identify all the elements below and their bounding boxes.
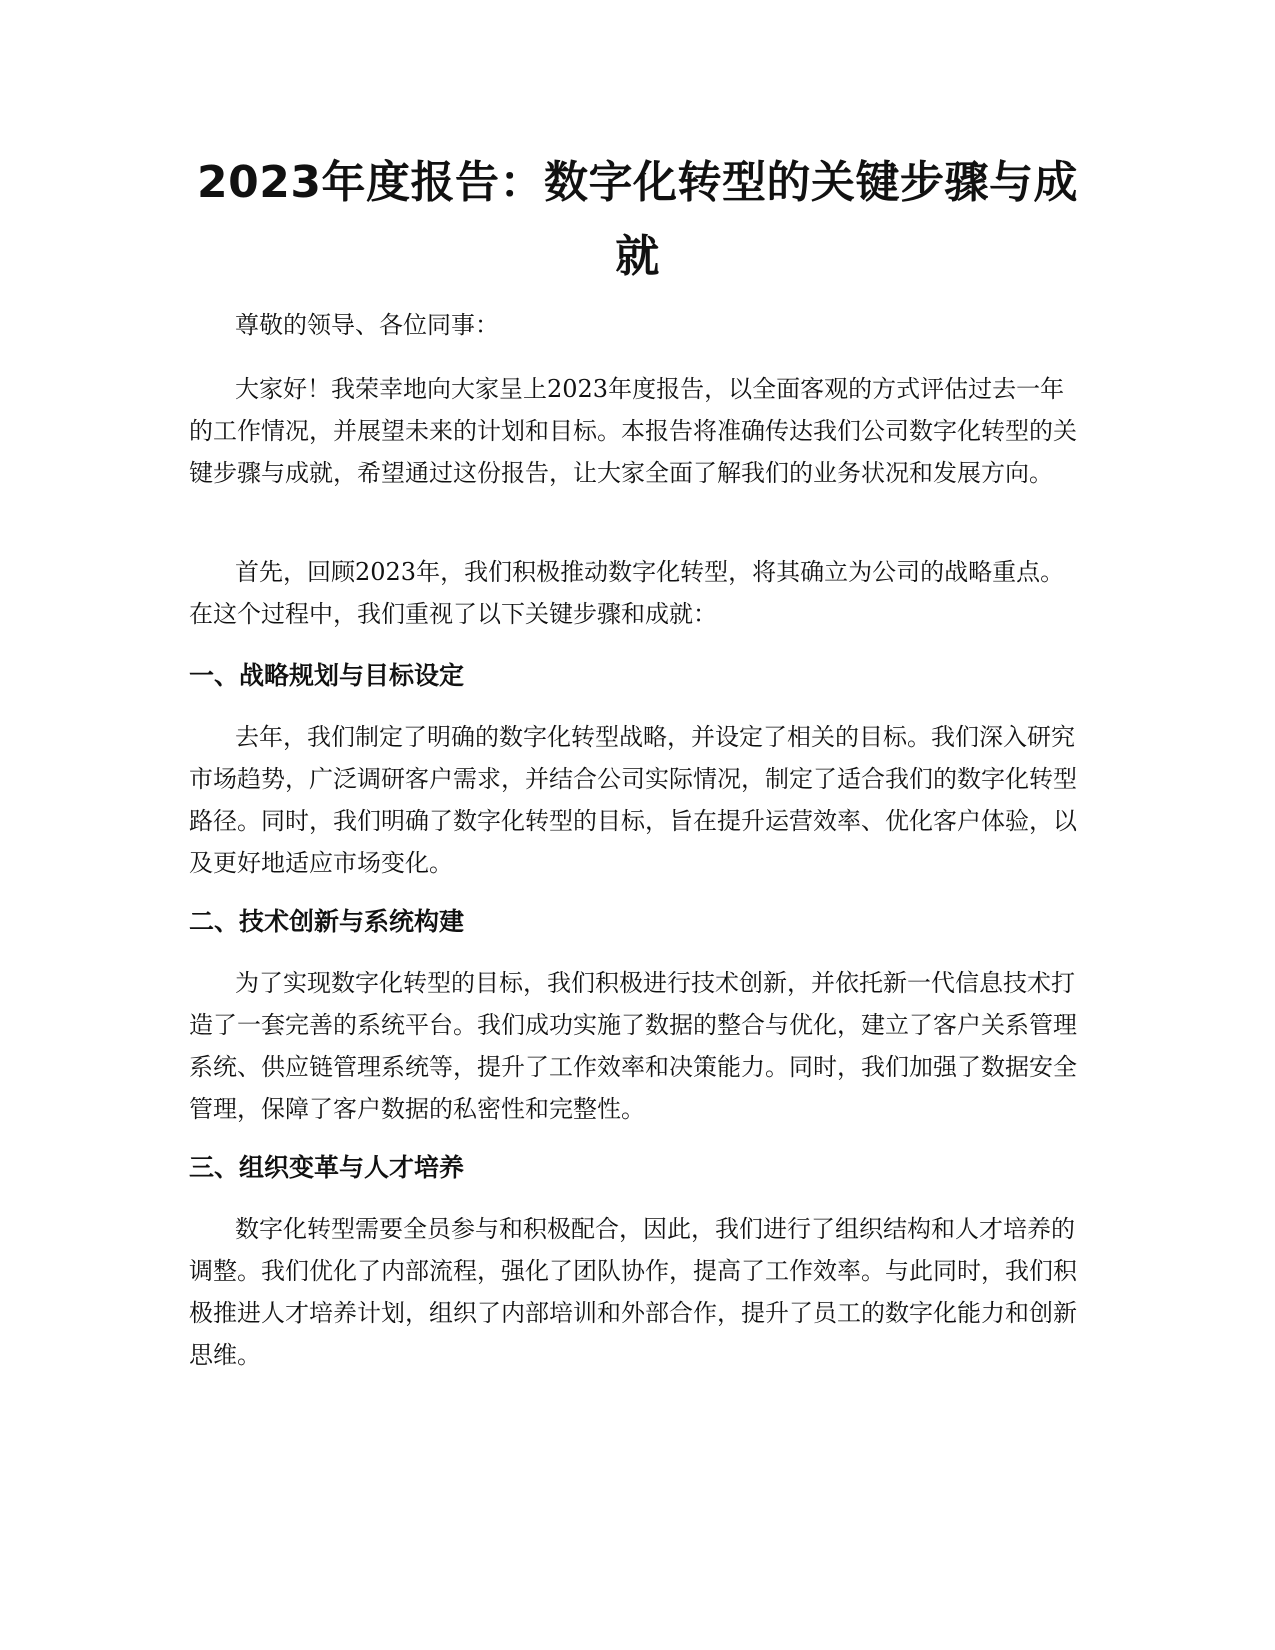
section-text-organization: 数字化转型需要全员参与和积极配合，因此，我们进行了组织结构和人才培养的调整。我们优化了内部流程，强化了团队协作，提高了工作效率。与此同时，我们积极推进人才培养计划，组织了内部培训和外部合作，提升了员工的数字化能力和创新思维。 bbox=[189, 1215, 1077, 1369]
review-paragraph: 首先，回顾2023年，我们积极推动数字化转型，将其确立为公司的战略重点。在这个过程中，我们重视了以下关键步骤和成就： bbox=[189, 558, 1065, 628]
salutation: 尊敬的领导、各位同事： bbox=[235, 311, 499, 339]
section-text-technology: 为了实现数字化转型的目标，我们积极进行技术创新，并依托新一代信息技术打造了一套完善的系统平台。我们成功实施了数据的整合与优化，建立了客户关系管理系统、供应链管理系统等，提升了工作效率和决策能力。同时，我们加强了数据安全管理，保障了客户数据的私密性和完整性。 bbox=[189, 969, 1077, 1123]
intro-paragraph: 大家好！我荣幸地向大家呈上2023年度报告，以全面客观的方式评估过去一年的工作情况，并展望未来的计划和目标。本报告将准确传达我们公司数字化转型的关键步骤与成就，希望通过这份报告，让大家全面了解我们的业务状况和发展方向。 bbox=[189, 375, 1077, 487]
document-title: 2023年度报告：数字化转型的关键步骤与成就 bbox=[197, 157, 1078, 282]
section-heading-organization: 三、组织变革与人才培养 bbox=[189, 1153, 465, 1182]
section-heading-strategy: 一、战略规划与目标设定 bbox=[189, 661, 465, 690]
section-heading-technology: 二、技术创新与系统构建 bbox=[189, 907, 465, 936]
section-text-strategy: 去年，我们制定了明确的数字化转型战略，并设定了相关的目标。我们深入研究市场趋势，广泛调研客户需求，并结合公司实际情况，制定了适合我们的数字化转型路径。同时，我们明确了数字化转型的目标，旨在提升运营效率、优化客户体验，以及更好地适应市场变化。 bbox=[189, 723, 1077, 877]
